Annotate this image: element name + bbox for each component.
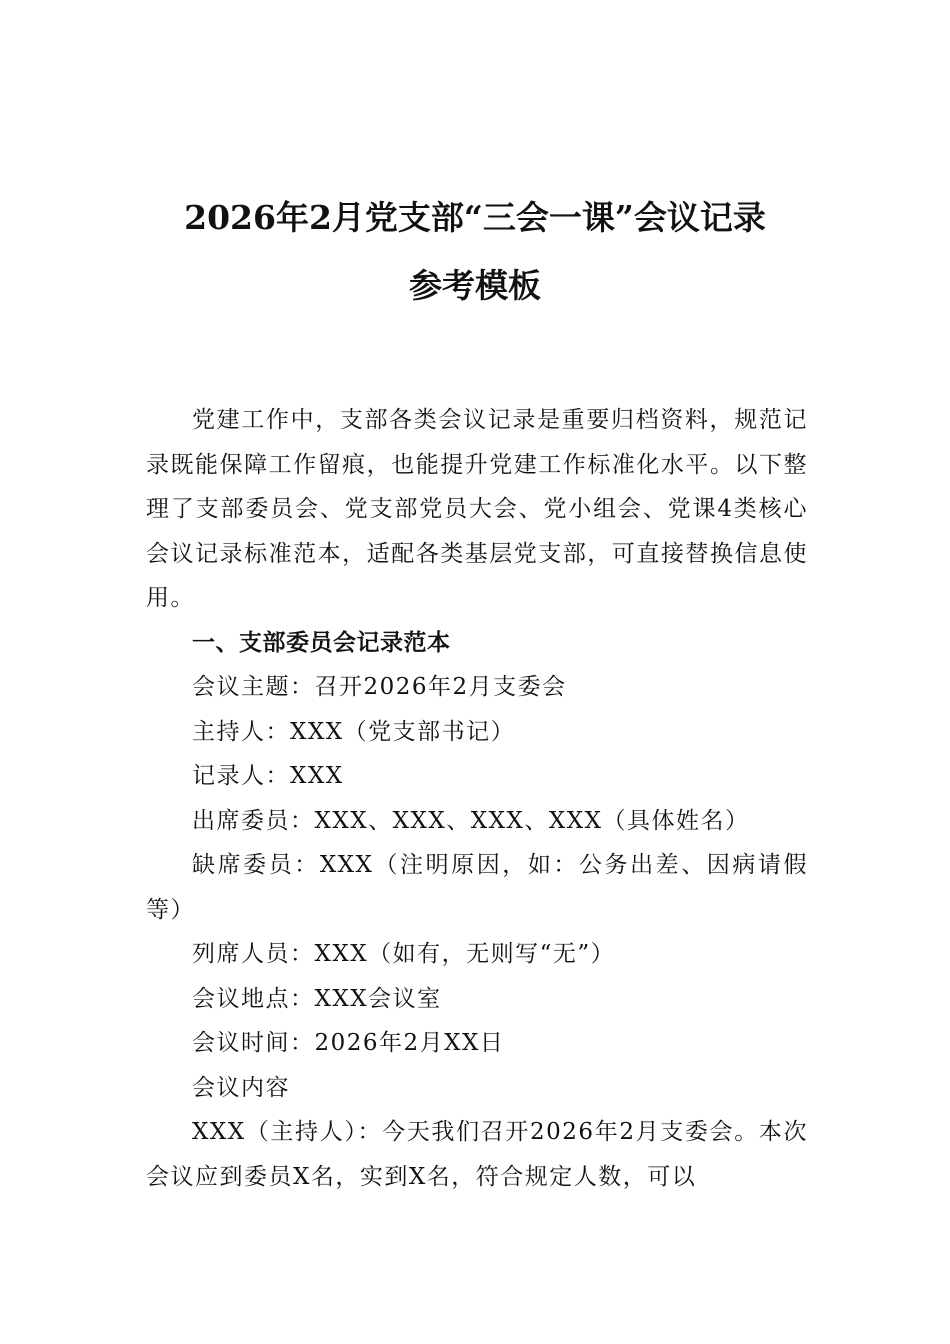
field-observers: 列席人员：XXX（如有，无则写“无”） xyxy=(192,941,616,967)
opening-speech-paragraph: XXX（主持人）：今天我们召开2026年2月支委会。本次会议应到委员X名，实到X名，符合规定人数，可以 xyxy=(146,1119,808,1190)
section-heading: 一、支部委员会记录范本 xyxy=(192,629,451,656)
field-time: 会议时间：2026年2月XX日 xyxy=(192,1030,505,1056)
document-body xyxy=(146,398,808,1199)
field-attendees: 出席委员：XXX、XXX、XXX、XXX（具体姓名） xyxy=(192,807,750,834)
document-title-line2: 参考模板 xyxy=(409,266,541,305)
field-location: 会议地点：XXX会议室 xyxy=(192,985,442,1012)
field-recorder: 记录人：XXX xyxy=(192,763,344,789)
field-absentees: 缺席委员：XXX（注明原因，如：公务出差、因病请假等） xyxy=(146,852,808,923)
intro-paragraph: 党建工作中，支部各类会议记录是重要归档资料，规范记录既能保障工作留痕，也能提升党建工作标准化水平。以下整理了支部委员会、党支部党员大会、党小组会、党课4类核心会议记录标准范本，适配各类基层党支部，可直接替换信息使用。 xyxy=(146,407,808,611)
field-host: 主持人：XXX（党支部书记） xyxy=(192,718,516,745)
field-topic: 会议主题：召开2026年2月支委会 xyxy=(192,674,567,700)
field-content-label: 会议内容 xyxy=(192,1074,290,1101)
document-title-line1: 2026年2月党支部“三会一课”会议记录 xyxy=(184,198,766,237)
